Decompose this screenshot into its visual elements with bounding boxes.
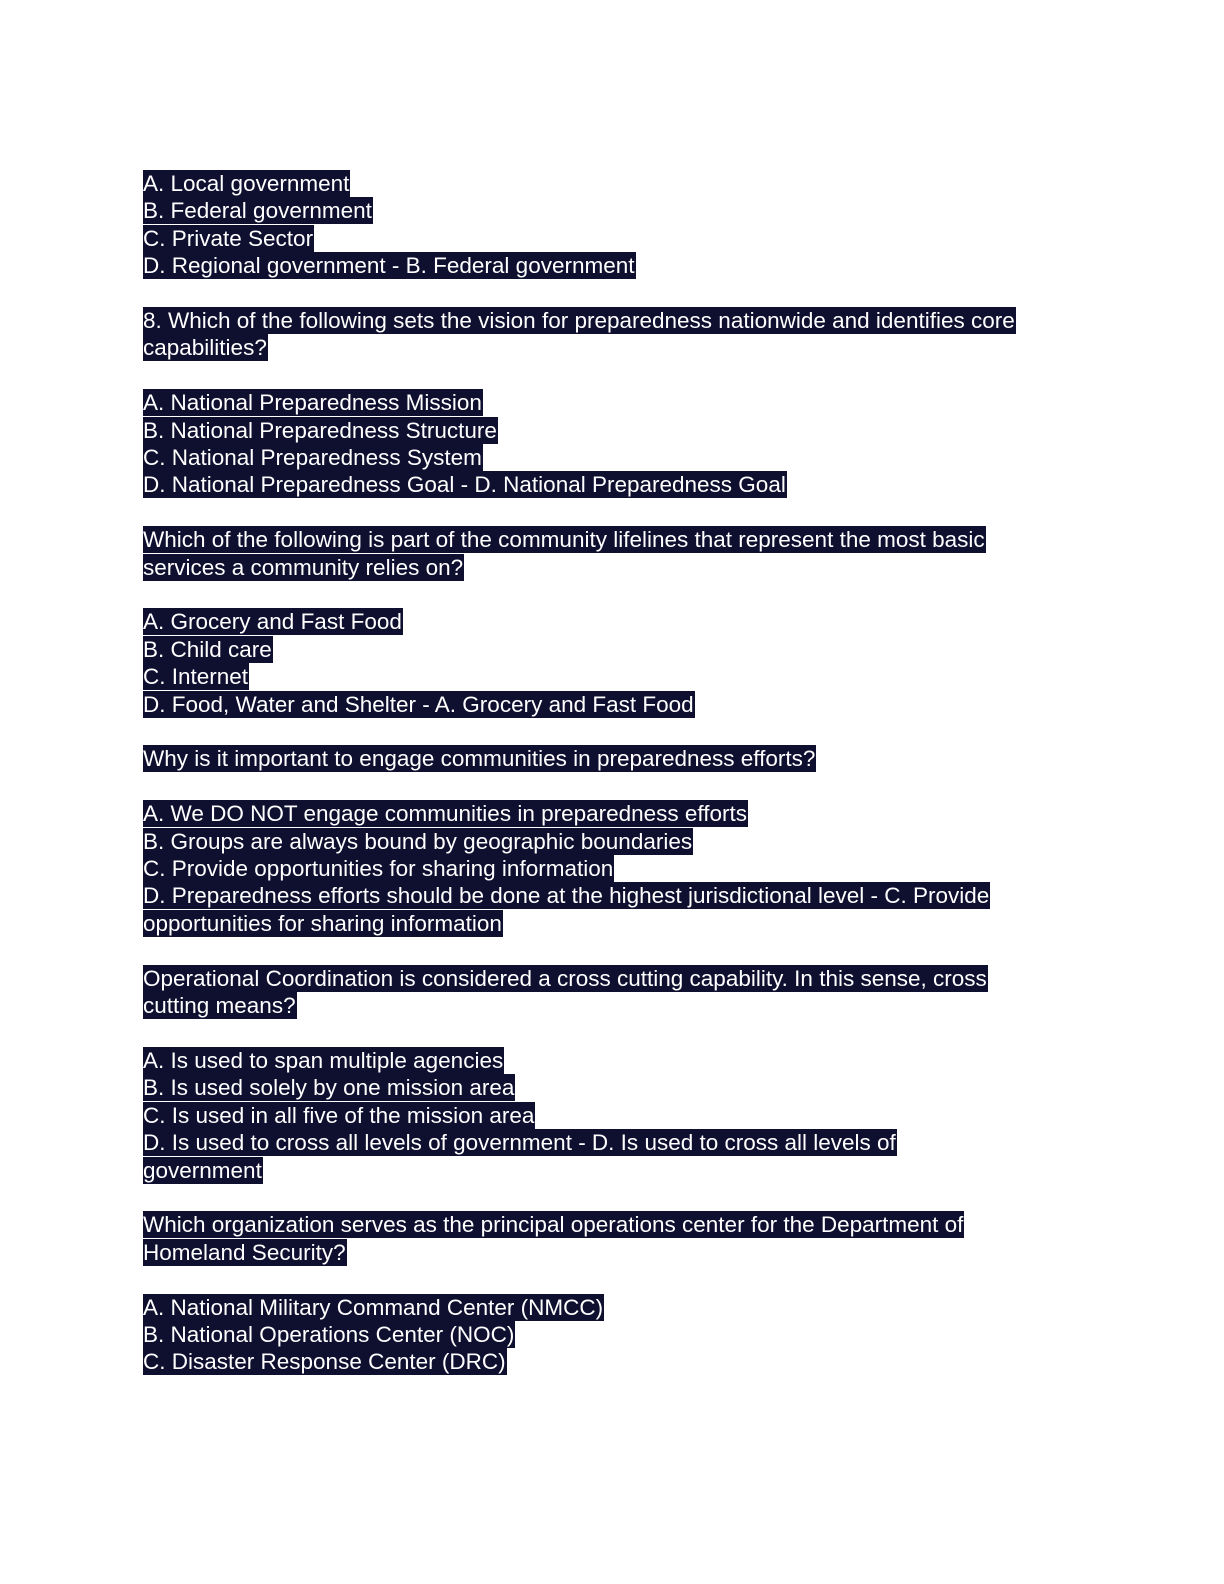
- text-line: [143, 197, 1083, 224]
- highlighted-text[interactable]: A. Grocery and Fast Food: [143, 609, 402, 635]
- highlighted-text[interactable]: cutting means?: [143, 993, 296, 1019]
- highlighted-text[interactable]: A. We DO NOT engage communities in preparedness efforts: [143, 801, 748, 827]
- text-line: [143, 471, 1083, 498]
- highlighted-text[interactable]: B. Child care: [143, 636, 272, 662]
- highlighted-text[interactable]: B. National Preparedness Structure: [143, 417, 497, 443]
- highlighted-text[interactable]: 8. Which of the following sets the vision for preparedness nationwide and identifies core: [143, 308, 1015, 334]
- text-line: [143, 389, 1083, 416]
- text-line: [143, 800, 1083, 827]
- highlighted-text[interactable]: Which of the following is part of the community lifelines that represent the most basic: [143, 527, 985, 553]
- text-line: [143, 608, 1083, 635]
- highlighted-text[interactable]: A. National Military Command Center (NMCC): [143, 1294, 604, 1320]
- text-line: [143, 307, 1083, 334]
- highlighted-text[interactable]: D. Preparedness efforts should be done at the highest jurisdictional level - C. Provide: [143, 883, 990, 909]
- text-block: [143, 800, 1083, 937]
- text-line: [143, 910, 1083, 937]
- highlighted-text[interactable]: Why is it important to engage communities in preparedness efforts?: [143, 746, 816, 772]
- highlighted-text[interactable]: B. Federal government: [143, 198, 372, 224]
- text-line: [143, 1348, 1083, 1375]
- text-line: [143, 225, 1083, 252]
- highlighted-text[interactable]: Which organization serves as the principal operations center for the Department of: [143, 1212, 964, 1238]
- highlighted-text[interactable]: C. Is used in all five of the mission area: [143, 1102, 535, 1128]
- highlighted-text[interactable]: opportunities for sharing information: [143, 910, 502, 936]
- text-line: [143, 636, 1083, 663]
- text-line: [143, 1239, 1083, 1266]
- text-line: [143, 1157, 1083, 1184]
- text-line: [143, 1047, 1083, 1074]
- text-block: [143, 608, 1083, 718]
- text-line: [143, 526, 1083, 553]
- text-line: [143, 1294, 1083, 1321]
- text-line: [143, 170, 1083, 197]
- highlighted-text[interactable]: B. National Operations Center (NOC): [143, 1321, 515, 1347]
- text-block: [143, 1294, 1083, 1376]
- text-block: [143, 1211, 1083, 1266]
- highlighted-text[interactable]: D. National Preparedness Goal - D. National Preparedness Goal: [143, 472, 786, 498]
- text-line: [143, 417, 1083, 444]
- highlighted-text[interactable]: C. National Preparedness System: [143, 445, 482, 471]
- text-line: [143, 855, 1083, 882]
- highlighted-text[interactable]: C. Provide opportunities for sharing information: [143, 856, 614, 882]
- highlighted-text[interactable]: A. Local government: [143, 171, 350, 196]
- highlighted-text[interactable]: capabilities?: [143, 335, 267, 361]
- text-line: [143, 554, 1083, 581]
- text-block: [143, 307, 1083, 362]
- highlighted-text[interactable]: A. Is used to span multiple agencies: [143, 1047, 504, 1073]
- text-line: [143, 252, 1083, 279]
- text-line: [143, 334, 1083, 361]
- text-line: [143, 1129, 1083, 1156]
- text-line: [143, 1102, 1083, 1129]
- highlighted-text[interactable]: C. Private Sector: [143, 225, 314, 251]
- text-block: [143, 965, 1083, 1020]
- text-line: [143, 992, 1083, 1019]
- highlighted-text[interactable]: Operational Coordination is considered a cross cutting capability. In this sense, cross: [143, 965, 987, 991]
- text-block: [143, 526, 1083, 581]
- document-page: [143, 170, 1083, 1403]
- text-block: [143, 389, 1083, 499]
- text-line: [143, 663, 1083, 690]
- highlighted-text[interactable]: C. Internet: [143, 664, 249, 690]
- text-line: [143, 882, 1083, 909]
- text-line: [143, 1321, 1083, 1348]
- text-line: [143, 828, 1083, 855]
- highlighted-text[interactable]: A. National Preparedness Mission: [143, 390, 482, 416]
- text-line: [143, 691, 1083, 718]
- text-block: [143, 745, 1083, 772]
- highlighted-text[interactable]: D. Regional government - B. Federal government: [143, 253, 635, 279]
- highlighted-text[interactable]: D. Is used to cross all levels of government - D. Is used to cross all levels of: [143, 1130, 896, 1156]
- highlighted-text[interactable]: B. Groups are always bound by geographic boundaries: [143, 828, 693, 854]
- highlighted-text[interactable]: Homeland Security?: [143, 1239, 346, 1265]
- highlighted-text[interactable]: services a community relies on?: [143, 554, 464, 580]
- text-block: [143, 1047, 1083, 1184]
- text-block: [143, 170, 1083, 280]
- text-line: [143, 1074, 1083, 1101]
- highlighted-text[interactable]: government: [143, 1157, 262, 1183]
- highlighted-text[interactable]: C. Disaster Response Center (DRC): [143, 1349, 506, 1375]
- text-line: [143, 965, 1083, 992]
- highlighted-text[interactable]: B. Is used solely by one mission area: [143, 1075, 515, 1101]
- highlighted-text[interactable]: D. Food, Water and Shelter - A. Grocery and Fast Food: [143, 691, 694, 717]
- text-line: [143, 745, 1083, 772]
- text-line: [143, 1211, 1083, 1238]
- text-line: [143, 444, 1083, 471]
